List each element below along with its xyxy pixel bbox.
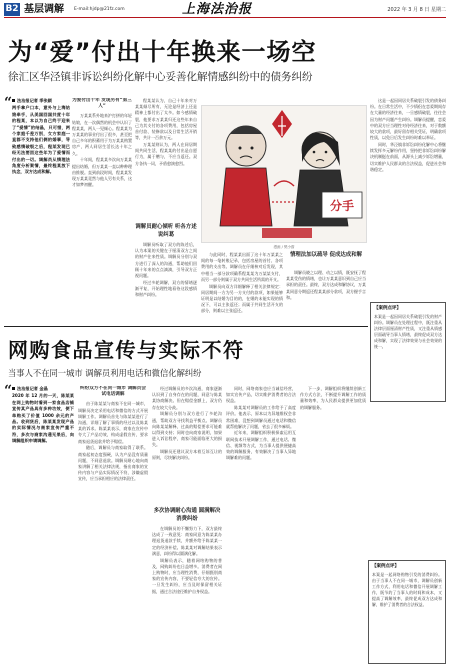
article1-column-4 — [201, 252, 283, 324]
article2-subhead-1: 多次协调耐心沟通 圆满解决消费纠纷 — [153, 508, 221, 522]
case-comment-body: 本案是一起网络购物引发的消费纠纷。由于当事人不在同一城市，调解员创新工作方式，利用电话和微信开展调解工作，既节约了当事人的时间和成本，又提高了调解效率，最终促成双方达成和解，维护了消费者的合法权益。 — [372, 572, 442, 607]
illustration-caption: 漫画 / 樊小蔚 — [273, 245, 295, 249]
article2-col1-p2: 由于陈某某与商家不在同一城市，调解员决定采用电话和微信的方式开展调解工作。调解员首先与陈某某进行了沟通，详细了解了事情的经过以及陈某某的诉求。陈某某表示，商家在宣传中夸大了产品功效，构成虚假宣传，要求商家退货退款并给予赔偿。 — [78, 401, 148, 444]
article2-col2-p1: 经过调解员的多次沟通，商家逐渐认识到了自身存在的问题，同意与陈某某协商解决。但在赔偿金额上，双方仍存在较大分歧。 — [152, 386, 222, 410]
article1-column-1 — [72, 98, 132, 326]
article1-column-4b — [286, 270, 366, 324]
couple-breakup-illustration — [202, 106, 367, 243]
article2-column-4 — [300, 386, 366, 664]
masthead-email: E-mail:hjdp@21fz.com — [74, 7, 125, 12]
article1-lead: 法治报记者 季张颖 两手拿户口本，意外与上海姑娘牵手，从美国回国共度十年的程某，本以为自己终于迎来了“爱情”的结晶，只可惜，两个家庭千差万别，女方家庭一直都不支持他们俩的婚事，导致感情破裂之后，程某发现已经无法要回这些年为了爱情而付出的一切。调解员从情理法角度分析案情，最终程某放下执念，双方达成和解。 — [12, 98, 70, 175]
article1-subhead-1: 调解员耐心倾听 听各方述说纠葛 — [135, 224, 197, 238]
article1-col2-p1: 程某某认为，自己十年来对万某某倾尽所有，无论是经济上还是精神上都付出了太多。如今感情破裂，他要求万某某归还这些年来自己为其支付的各项费用，包括房屋首付款、装修款以及日常生活开销等，共计一百余万元。 — [135, 98, 197, 141]
quote-mark-icon: “ — [4, 383, 13, 399]
article2-col2-p2: 调解员分别与双方进行了多轮沟通，帮助双方寻找利益平衡点。调解员向陈某某解释，过高的赔偿要求可能难以得到支持；同时也向商家说明，如果进入诉讼程序，商家可能面临更大的损失。 — [152, 411, 222, 448]
article2-col3-p3: 同时，网络商家也应当诚信经营，如实宣传产品，切实维护消费者的合法权益。 — [226, 386, 296, 404]
page-number: B2 — [5, 4, 19, 14]
article1-illustration — [201, 105, 367, 243]
article2-column-3 — [226, 386, 296, 664]
case-comment-body: 本案是一起因同居关系破裂引发的财产纠纷。调解员在处理过程中，既注重从法律层面厘清财产性质，又注重从情感层面疏导当事人情绪，最终促成双方达成和解，实现了法律效果与社会效果的统一。 — [374, 314, 442, 349]
article1-subhead-2: 情理法加以疏导 促成达成和解 — [290, 252, 362, 258]
article1-headline: 为“爱”付出十年换来一场空 — [8, 38, 317, 66]
article2-col4-p3: 下一步，调解组织将继续创新工作方式方法，不断提升调解工作的质量和效率，为人民群众提供更加优质的调解服务。 — [300, 386, 366, 410]
article2-column-2 — [152, 386, 222, 506]
article2-col1-p1: 纠纷双方不在同一城市 调解员尝试电话调解 — [80, 386, 146, 398]
newspaper-logo: 上海法治报 — [182, 2, 253, 17]
article1-col5-p1: 这是一起因同居关系破裂引发的债务纠纷。在日常生活中，不少情侣在恋爱期间存在大量的经济往来，一旦感情破裂，往往会因为财产问题产生纠纷。调解员提醒，恋爱中的双方应当理性对待经济往来，对于数额较大的款项，最好留存相关凭证，明确款项性质，以免日后发生纠纷时难以举证。 — [370, 98, 446, 141]
article-divider — [4, 326, 368, 327]
article2-reporter: 法治报记者 金晶 — [12, 386, 74, 392]
article1-col4-p2: 调解员向双方详细解释了相关法律规定：同居期间一方为另一方支付的款项，如果能够证明是以结婚为目的的，在婚约未能实现的情况下，可以主张返还；而属于共同生活开支的部分，则难以主张返还。 — [201, 283, 283, 314]
quote-mark-icon: “ — [4, 95, 13, 111]
article1-col2-p2: 万某某则认为，两人在同居期间共同生活，程某某的付出是自愿行为，属于赠与，不应当返还。双方各执一词，矛盾愈演愈烈。 — [135, 141, 197, 166]
article1-col2b-p2: 经过多轮调解，双方的情绪逐渐平复，开始理性地看待这段感情和财产纠纷。 — [135, 279, 197, 298]
svg-text:分手: 分手 — [329, 199, 355, 213]
article2-case-comment — [368, 560, 446, 664]
article1-col1-p2: 万某某系外地来沪打拼的年轻姑娘，在一次偶然的机会中认识了程某某，两人一见倾心。程某某为万某某的事业付出了很多，甚至把自己多年的积蓄用于为万某某购置房产，两人同居生活长达十年之久。 — [72, 113, 132, 156]
article2-col4-p2: 近年来，调解组织积极探索运用互联网技术开展调解工作，通过电话、微信、视频等方式，为当事人提供便捷高效的调解服务，有效解决了当事人异地调解难的问题。 — [226, 430, 296, 461]
article2-lead: 法治报记者 金晶 2020 年 12 月的一天，陈某某在网上购物时看到一家食品店铺宣传其产品具有多种功效，便下单购买了价值 1000 余元的产品。收到货后，陈某某发现产品的实际情况与商家宣传严重不符，多次与商家沟通无果后，向调解组织申请调解。 — [12, 386, 74, 444]
article1-reporter: 法治报记者 季张颖 — [12, 98, 70, 104]
issue-date: 2022 年 3 月 8 日 星期二 — [387, 7, 446, 13]
article1-col4b-p1: 调解员晓之以理、动之以情，既安抚了程某某受伤的情绪，也让万某某意识到自己应当承担的责任。最终，双方达成和解协议，万某某同意分期返还程某某部分款项，双方握手言和。 — [286, 270, 366, 300]
article2-col3-p2: 调解员表示，随着网络购物的普及，网购纠纷也日益增多。消费者在网上购物时，应当理性消费，仔细甄别商家的宣传内容，不要轻信夸大的宣传。一旦发生纠纷，应当及时保留相关证据，通过合法途径维护自身权益。 — [152, 557, 222, 594]
article2-col3-p1: 在调解员的不懈努力下，双方最终达成了一致意见：商家同意为陈某某办理退货退款手续，并额外给予陈某某一定的经济补偿。陈某某对调解结果表示满意，纠纷得以圆满化解。 — [152, 526, 222, 556]
article2-headline: 网购食品宣传与实际不符 — [8, 338, 245, 362]
article1-column-2 — [135, 98, 197, 222]
case-comment-title: 【案例点评】 — [372, 564, 399, 569]
article1-col4-p1: 与此同时，程某某出面了这十年万某某之间的每一笔转账记录，包括房屋的首付、各项费用的支出等。调解员在仔细核对后发现，其中相当一部分款项确系程某某为万某某支付，而另一部分则属于双方共同生活所需的开支。 — [201, 252, 283, 282]
article1-subheadline: 徐汇区华泾镇非诉讼纠纷化解中心妥善化解情感纠纷中的债务纠纷 — [8, 71, 313, 83]
article1-col1-p3: 十年间，程某某多次向万某某提出结婚，但万某某一直以种种理由推脱。直到前段时间，程某某发现万某某竟然与他人另有关系，这才如梦初醒。 — [72, 157, 132, 188]
article1-col2b-p1: 调解员听取了双方的陈述后，认为本案的关键在于厘清双方之间的财产往来性质。调解员分别与双方进行了深入的沟通，帮助他们回顾十年来的点点滴滴，引导双方正视问题。 — [135, 242, 197, 279]
article1-case-comment — [370, 302, 446, 402]
article1-col1-p1: 为爱付出十年 发现另有“第三人” — [72, 98, 132, 110]
article2-column-1 — [78, 386, 148, 664]
article2-column-2b — [152, 526, 222, 664]
section-title: 基层调解 — [24, 4, 64, 15]
article1-column-5 — [370, 98, 446, 298]
article2-subheadline: 当事人不在同一城市 调解员利用电话和微信化解纠纷 — [8, 368, 202, 378]
article2-col4-p1: 陈某某对调解员的工作给予了高度评价。他表示，原本以为异地维权会非常困难，没想到调解员通过电话和微信就帮他解决了问题，省去了很多麻烦。 — [226, 405, 296, 429]
article2-col2-p3: 调解员还建议双方本着互谅互让的原则，尽快解决纠纷。 — [152, 449, 222, 461]
article2-col1-p3: 随后，调解员与商家取得了联系。商家起初态度强硬，认为产品没有质量问题，不同意退款。调解员耐心地向商家讲解了相关法律法规，指出商家的宣传内容与产品实际情况不符，涉嫌虚假宣传，应当承担相应的法律责任。 — [78, 445, 148, 482]
masthead — [4, 2, 446, 18]
article1-column-2b — [135, 242, 197, 326]
article1-col5-p2: 同时，华泾镇非诉讼纠纷化解中心将继续发挥多元解纷作用，坚持把非诉讼纠纷解决机制挺在前面，从源头上减少诉讼增量，切实维护人民群众的合法权益，促进社会和谐稳定。 — [370, 141, 446, 172]
case-comment-title: 【案例点评】 — [374, 306, 401, 311]
